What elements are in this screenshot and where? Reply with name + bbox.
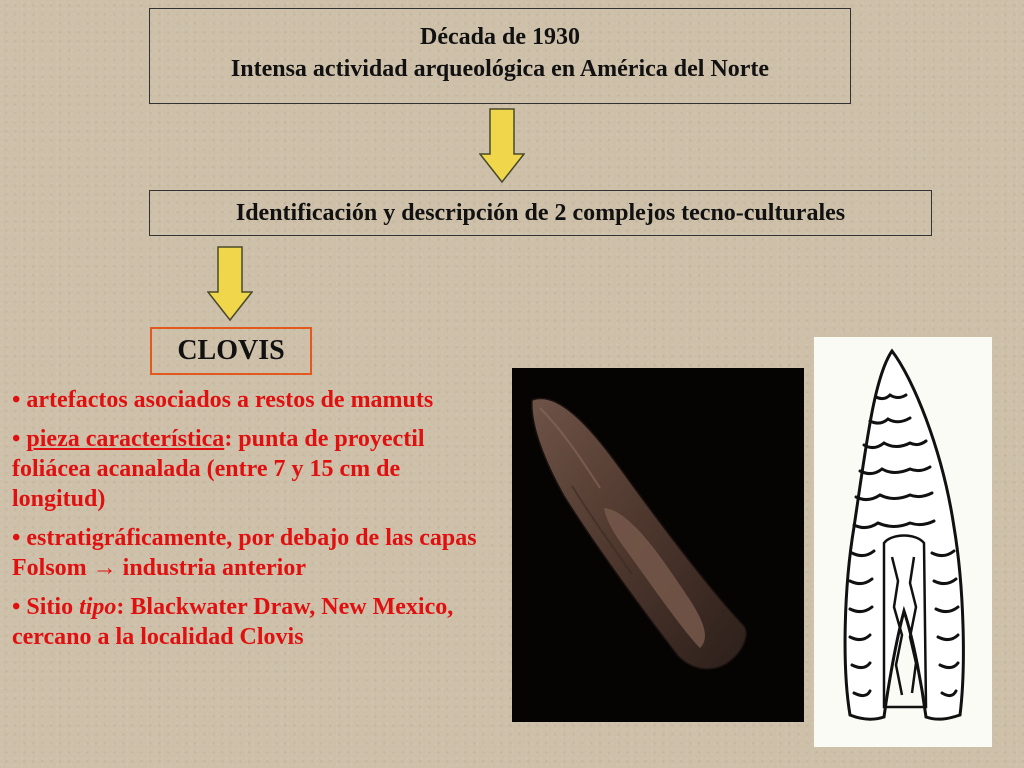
clovis-bullet-list — [12, 385, 492, 661]
decade-subtitle: Intensa actividad arqueológica en América del Norte — [230, 56, 770, 82]
underlined-term: pieza característica — [26, 426, 225, 452]
decade-box — [149, 8, 851, 104]
bullet-mammoths: • artefactos asociados a restos de mamuts — [12, 387, 434, 413]
down-arrow-icon — [207, 246, 253, 322]
italic-term: tipo — [79, 594, 117, 620]
decade-title: Década de 1930 — [420, 24, 580, 50]
bullet-characteristic-piece: • pieza característica: punta de proyectil foliácea acanalada (entre 7 y 15 cm de longitud) — [12, 426, 425, 512]
bullet-stratigraphy: • estratigráficamente, por debajo de las capas Folsom → industria anterior — [12, 525, 477, 581]
clovis-point-photo — [512, 368, 804, 722]
clovis-label: CLOVIS — [177, 335, 285, 366]
clovis-point-drawing — [814, 337, 992, 747]
down-arrow-icon — [479, 108, 525, 184]
complexes-text: Identificación y descripción de 2 complejos tecno-culturales — [235, 200, 846, 226]
bullet-type-site: • Sitio tipo: Blackwater Draw, New Mexico, cercano a la localidad Clovis — [12, 594, 454, 650]
clovis-label-box — [150, 327, 312, 375]
complexes-box — [149, 190, 932, 236]
